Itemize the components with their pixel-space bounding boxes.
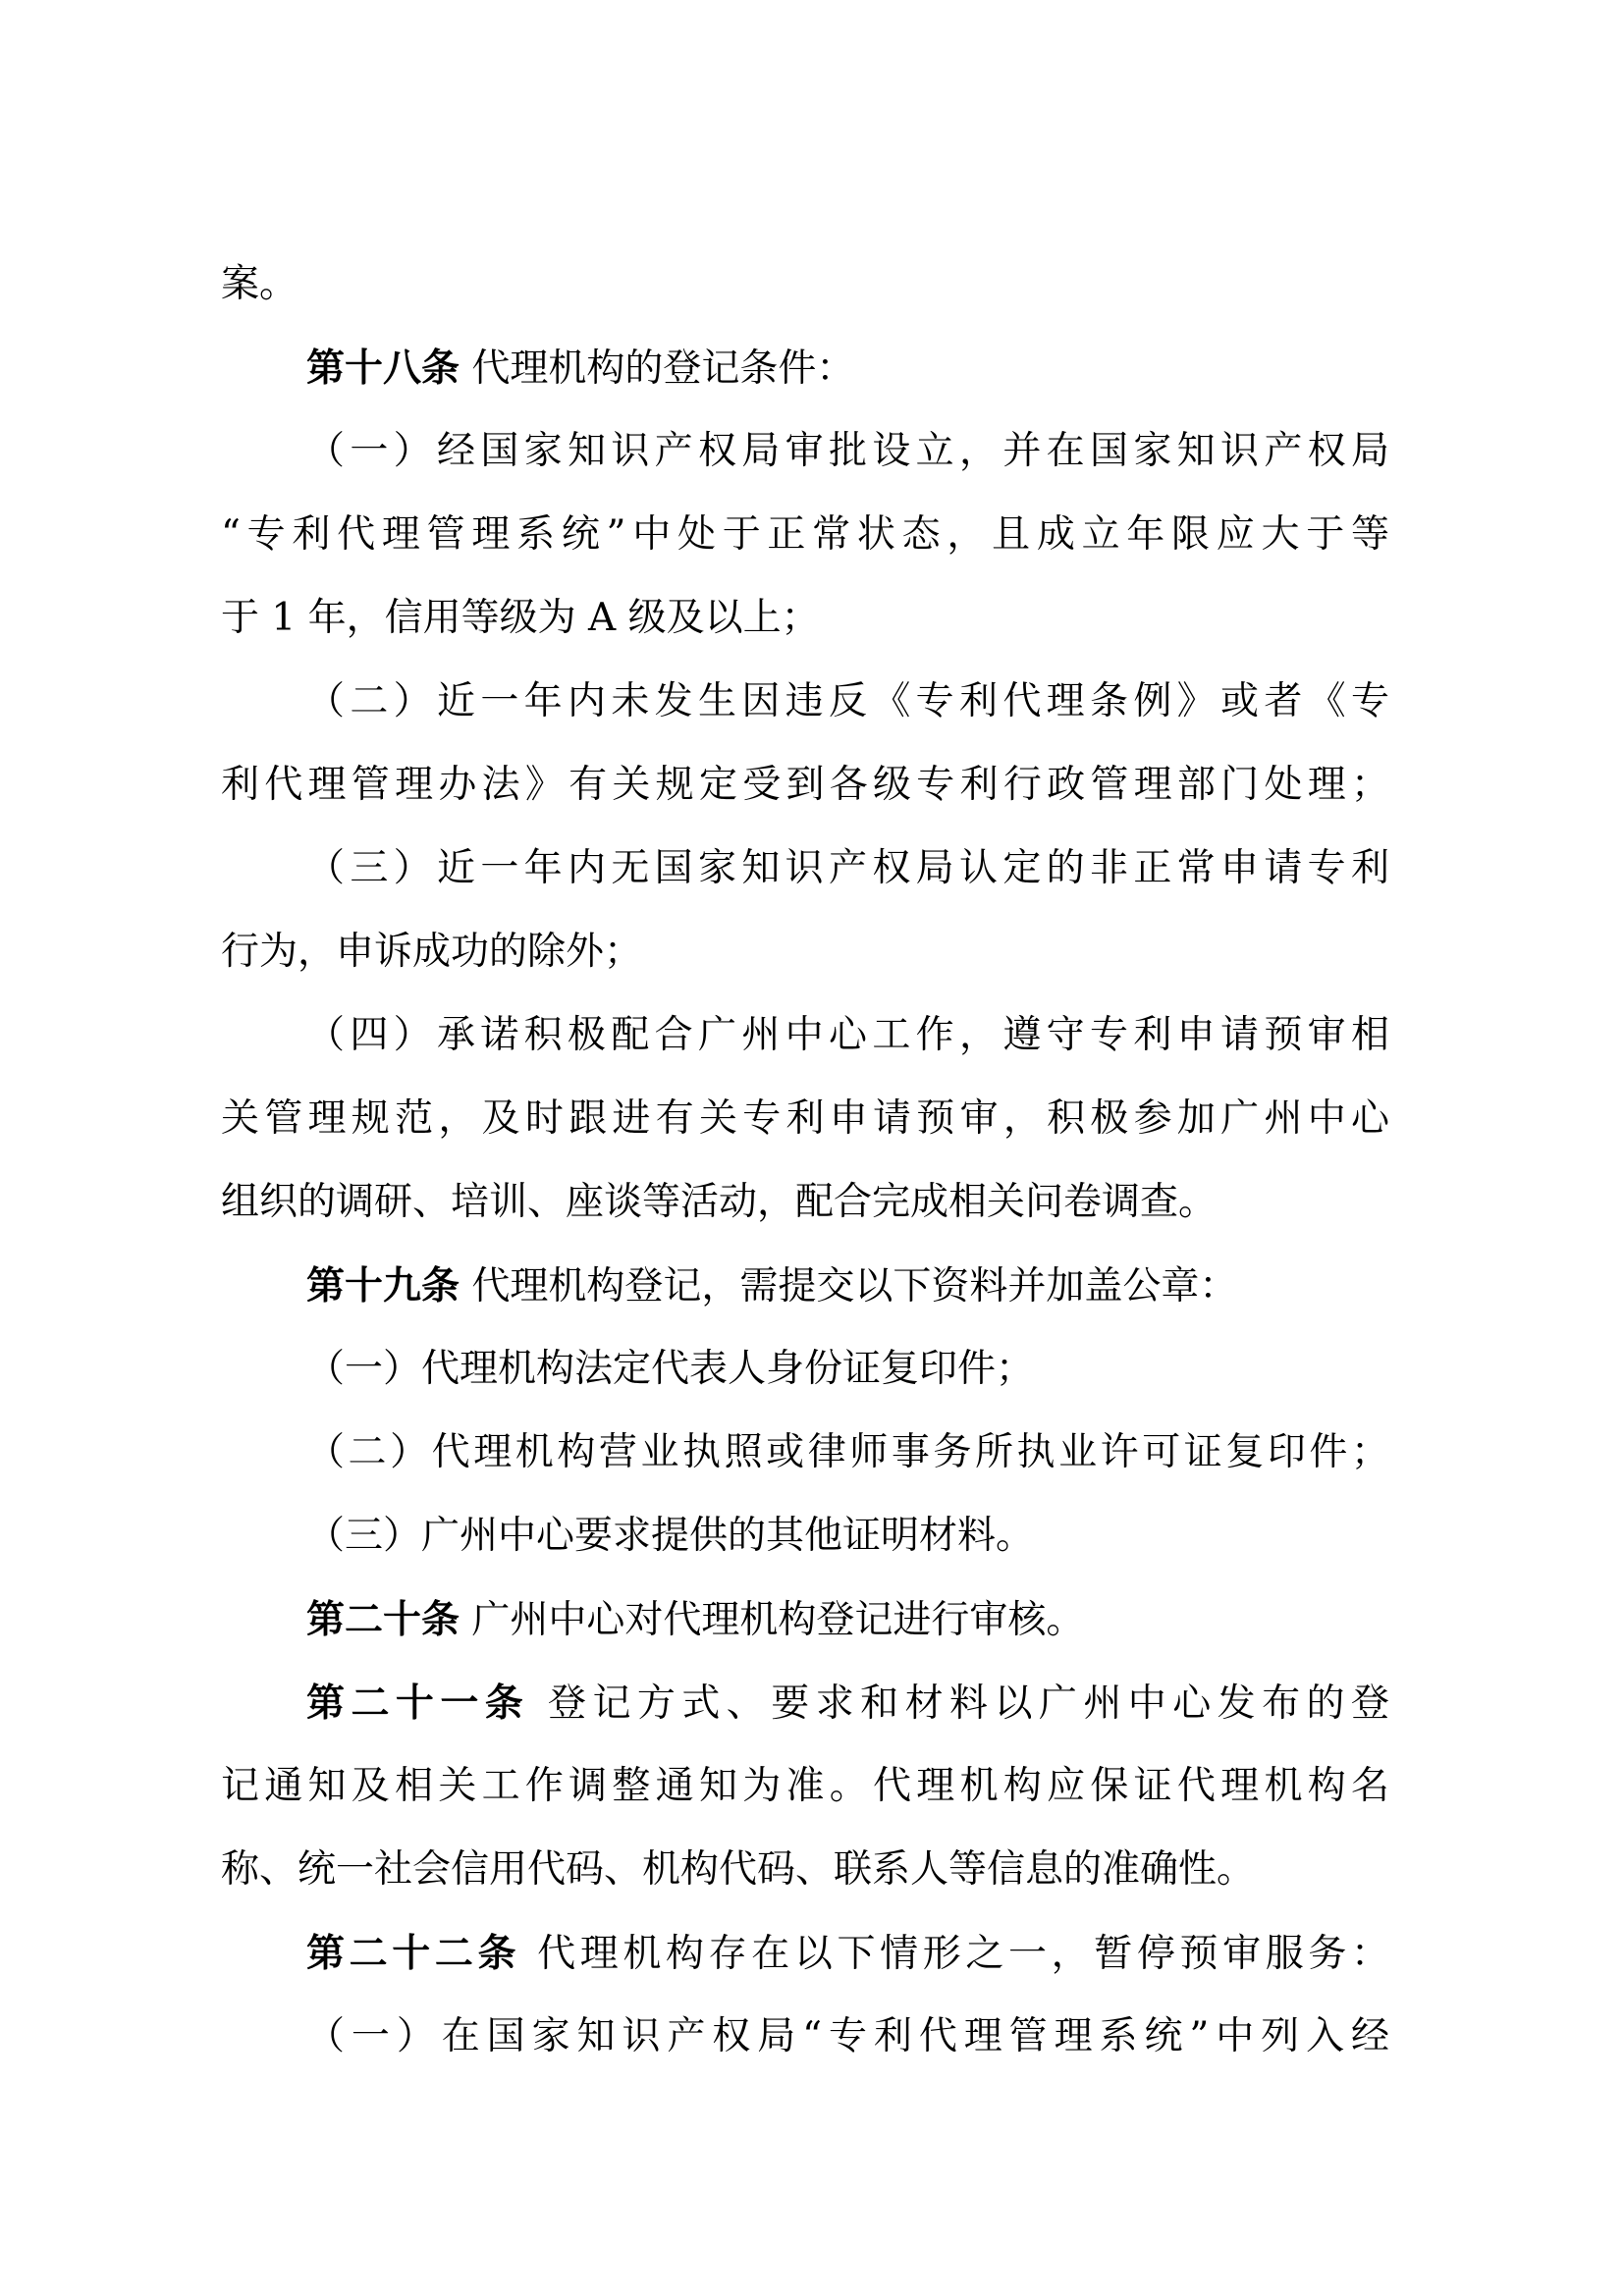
- line-text: 行为，申诉成功的除外；: [221, 930, 643, 974]
- article-18-heading: [306, 339, 1389, 398]
- line-text: 代理机构登记，需提交以下资料并加盖公章：: [471, 1264, 1238, 1308]
- text-line: [221, 589, 1389, 648]
- line-text: 代理机构存在以下情形之一，暂停预审服务：: [537, 1932, 1389, 1976]
- article-number: 第十九条: [306, 1263, 460, 1308]
- text-line: [221, 1841, 1389, 1899]
- text-line: [221, 756, 1389, 815]
- text-line: [306, 1507, 1389, 1566]
- article-20-heading: [306, 1590, 1389, 1649]
- text-line: [306, 672, 1389, 731]
- article-number: 第二十条: [306, 1597, 460, 1642]
- line-text: （二）代理机构营业执照或律师事务所执业许可证复印件；: [306, 1430, 1389, 1474]
- line-text: 组织的调研、培训、座谈等活动，配合完成相关问卷调查。: [221, 1180, 1218, 1224]
- line-text: 于 1 年，信用等级为 A 级及以上；: [221, 596, 820, 640]
- text-line: [306, 2007, 1389, 2066]
- line-text: （一）经国家知识产权局审批设立，并在国家知识产权局: [306, 429, 1389, 473]
- line-text: （四）承诺积极配合广州中心工作，遵守专利申请预审相: [306, 1013, 1389, 1057]
- line-text: 登记方式、要求和材料以广州中心发布的登: [548, 1682, 1389, 1726]
- line-text: （二）近一年内未发生因违反《专利代理条例》或者《专: [306, 679, 1389, 723]
- line-text: （三）近一年内无国家知识产权局认定的非正常申请专利: [306, 846, 1389, 890]
- text-line: [306, 1423, 1389, 1482]
- line-text: 记通知及相关工作调整通知为准。代理机构应保证代理机构名: [221, 1764, 1389, 1808]
- article-21-heading: [306, 1674, 1389, 1733]
- text-line: [306, 1340, 1389, 1399]
- text-line: [221, 923, 1389, 982]
- text-line: [306, 1006, 1389, 1065]
- article-22-heading: [306, 1924, 1389, 1983]
- text-line: [221, 1090, 1389, 1148]
- line-text: 利代理管理办法》有关规定受到各级专利行政管理部门处理；: [221, 763, 1389, 807]
- line-text: 关管理规范，及时跟进有关专利申请预审，积极参加广州中心: [221, 1096, 1389, 1141]
- line-text: 广州中心对代理机构登记进行审核。: [471, 1598, 1085, 1642]
- article-number: 第十八条: [306, 346, 460, 391]
- line-text: 称、统一社会信用代码、机构代码、联系人等信息的准确性。: [221, 1847, 1256, 1892]
- text-line: [221, 1757, 1389, 1816]
- article-number: 第二十一条: [306, 1681, 530, 1726]
- article-19-heading: [306, 1256, 1389, 1315]
- line-text: （一）代理机构法定代表人身份证复印件；: [306, 1347, 1035, 1391]
- line-text: “专利代理管理系统”中处于正常状态，且成立年限应大于等: [221, 512, 1389, 557]
- line-text: （一）在国家知识产权局“专利代理管理系统”中列入经: [306, 2014, 1389, 2058]
- text-line: [221, 255, 1389, 314]
- text-line: [306, 422, 1389, 481]
- article-number: 第二十二条: [306, 1931, 521, 1976]
- text-line: [306, 839, 1389, 898]
- line-text: 代理机构的登记条件：: [471, 347, 855, 391]
- line-text: 案。: [221, 262, 298, 306]
- text-line: [221, 1173, 1389, 1232]
- text-line: [221, 506, 1389, 564]
- line-text: （三）广州中心要求提供的其他证明材料。: [306, 1514, 1035, 1558]
